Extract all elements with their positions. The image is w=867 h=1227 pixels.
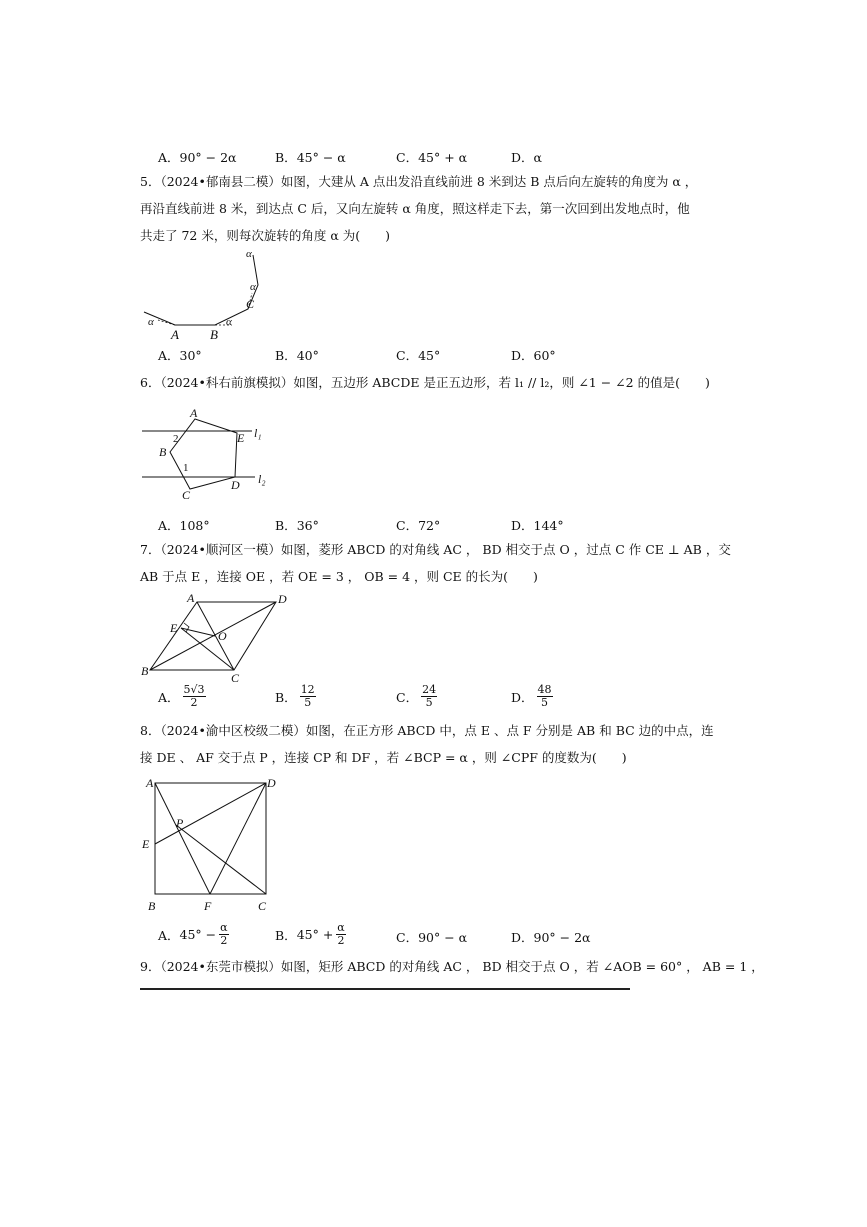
q6-label-c: C [182,488,191,502]
q6-label-2: 2 [173,433,179,445]
q6-option-c: C．72° [396,518,441,533]
q5-path [144,255,258,325]
q8-option-b: B． 45° + $\frac{\alpha}{2}$ [275,921,345,947]
q5-option-a: A．30° [158,348,202,363]
q8-label-d: D [267,776,276,790]
q6-label-e: E [237,431,245,445]
q7-label-o: O [218,629,227,643]
q8-option-a: A． 45° − $\frac{\alpha}{2}$ [158,921,228,947]
q4-option-d: D．α [511,150,542,165]
q8-label-a: A [146,776,154,790]
q8-segment-df [210,783,266,894]
q5-text-line-2: 再沿直线前进 8 米，到达点 C 后，又向左旋转 α 角度，照这样走下去，第一次回到出发地点时，他 [140,201,690,216]
q7-option-b: B． $\frac{12}{5}$ [275,683,315,709]
q8-text-line-1: 8．（2024•渝中区校级二模）如图，在正方形 ABCD 中，点 E 、点 F 分别是 AB 和 BC 边的中点，连 [140,723,714,738]
q5-alpha-2: α [226,316,232,328]
q8-option-d: D．90° − 2α [511,930,591,945]
q5-alpha-4: α [246,248,252,260]
q6-label-l2: l₂ [258,472,266,486]
q5-text-line-3: 共走了 72 米，则每次旋转的角度 α 为( ) [140,228,390,243]
q8-label-e: E [142,837,150,851]
page-footer-rule [140,988,630,990]
q6-pentagon [170,419,237,489]
q8-label-p: P [176,816,184,830]
q4-option-a: A．90° − 2α [158,150,237,165]
q6-option-b: B．36° [275,518,319,533]
q8-segment-cp [176,825,266,894]
q7-diagonal-ac [197,602,234,670]
q7-label-a: A [187,591,195,605]
q7-label-d: D [278,592,287,606]
q5-alpha-1: α [148,316,154,328]
q6-label-a: A [190,406,198,420]
q6-label-1: 1 [183,462,189,474]
q5-option-c: C．45° [396,348,441,363]
q7-label-e: E [170,621,178,635]
q7-label-b: B [141,664,149,678]
q7-text-line-2: AB 于点 E ，连接 OE ，若 OE = 3 ， OB = 4 ，则 CE 的长为( ) [140,569,538,584]
q4-option-c: C．45° + α [396,150,468,165]
q5-label-a: A [171,327,179,342]
q7-option-c: C． $\frac{24}{5}$ [396,683,437,709]
q5-text-line-1: 5．（2024•郁南县二模）如图，大建从 A 点出发沿直线前进 8 米到达 B 点后向左旋转的角度为 α ， [140,174,698,189]
q6-label-l1: l₁ [254,426,262,440]
q5-option-b: B．40° [275,348,319,363]
q6-label-d: D [231,478,240,492]
q6-label-b: B [159,445,167,459]
q7-text-line-1: 7．（2024•顺河区一模）如图，菱形 ABCD 的对角线 AC ， BD 相交于点 O ，过点 C 作 CE ⊥ AB ，交 [140,542,731,557]
q5-label-b: B [210,327,218,342]
q5-label-c: C [246,297,255,311]
q6-text-line-1: 6．（2024•科右前旗模拟）如图，五边形 ABCDE 是正五边形，若 l₁ // l₂，则 ∠1 − ∠2 的值是( ) [140,375,710,390]
q8-segment-af [155,783,210,894]
q6-figure [140,405,275,505]
q5-option-d: D．60° [511,348,556,363]
q8-figure [140,773,280,915]
q8-label-f: F [204,899,212,913]
q7-label-c: C [231,671,240,682]
q9-text-line-1: 9．（2024•东莞市模拟）如图，矩形 ABCD 的对角线 AC ， BD 相交于点 O ，若 ∠AOB = 60° ， AB = 1 ， [140,959,764,974]
q8-label-c: C [258,899,267,913]
q7-option-a: A． $\frac{5√3}{2}$ [158,683,205,709]
q7-figure [140,590,295,682]
q5-alpha-3: α [250,281,256,293]
q8-option-c: C．90° − α [396,930,468,945]
q6-option-a: A．108° [158,518,210,533]
q8-square [155,783,266,894]
q8-label-b: B [148,899,156,913]
q6-option-d: D．144° [511,518,564,533]
q5-figure [140,245,280,345]
q8-text-line-2: 接 DE 、 AF 交于点 P ，连接 CP 和 DF ，若 ∠BCP = α ，则 ∠CPF 的度数为( ) [140,750,627,765]
q7-option-d: D． $\frac{48}{5}$ [511,683,552,709]
q8-segment-de [155,783,266,844]
q4-option-b: B．45° − α [275,150,346,165]
